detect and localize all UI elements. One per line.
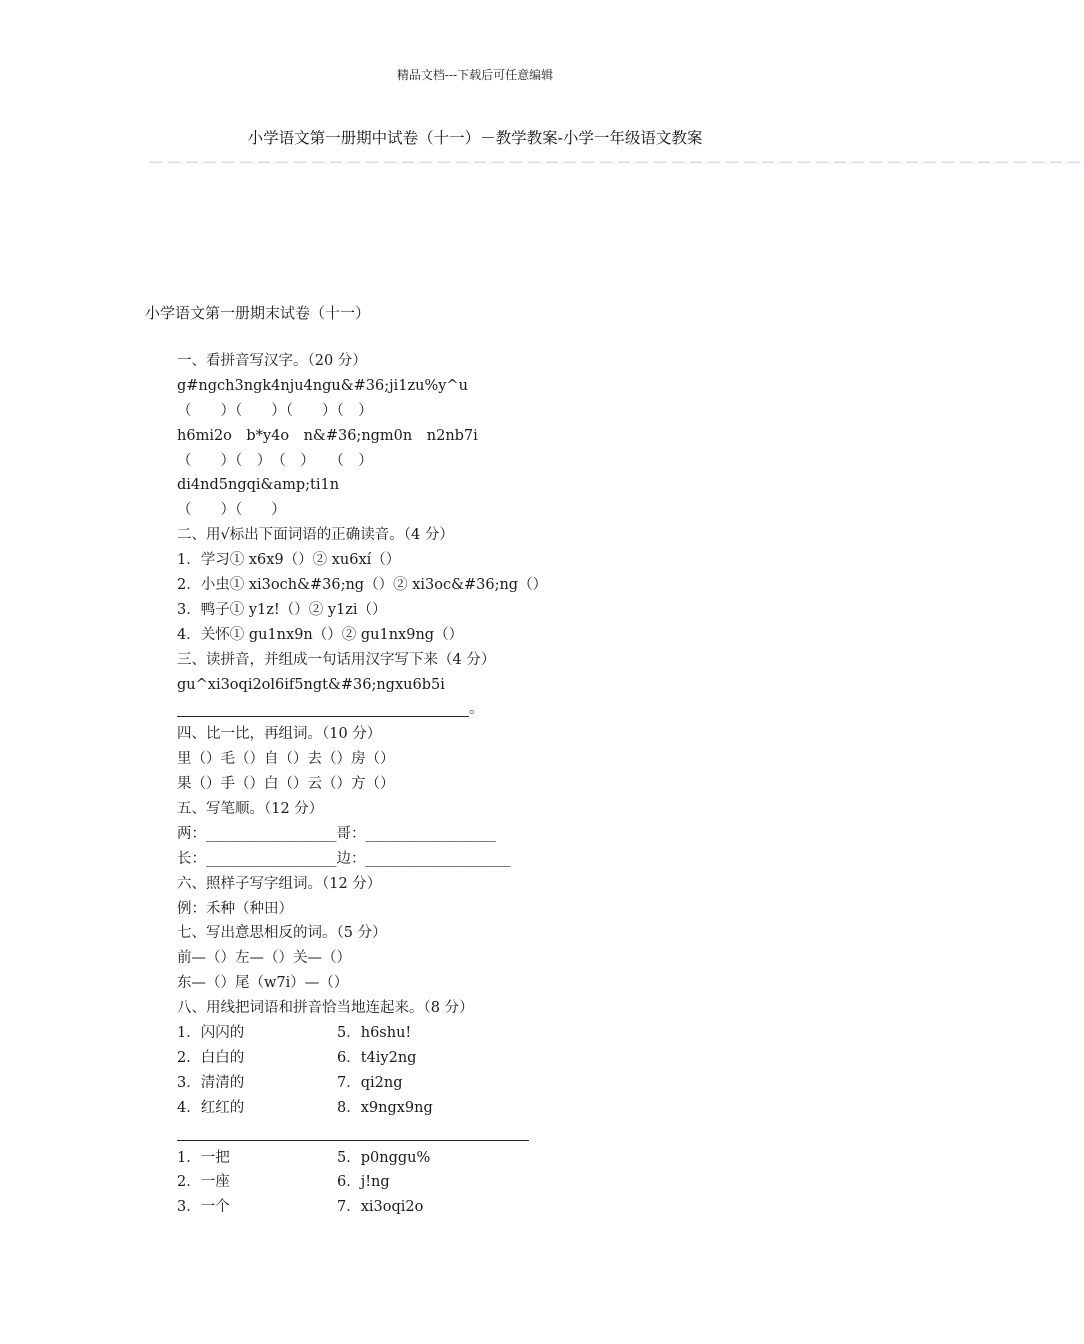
compare-row: 里（）毛（）自（）去（）房（） (177, 751, 395, 768)
match-pinyin: 6．t4iy2ng (337, 1049, 417, 1066)
divider-line (177, 1121, 877, 1146)
stroke-order-row: 长：__________________边：____________________ (177, 850, 511, 867)
match-word: 1．一把 (177, 1149, 230, 1166)
example-line: 例：禾种（种田） (177, 900, 293, 917)
match-pinyin: 7．qi2ng (337, 1074, 403, 1091)
answer-blank (177, 697, 877, 722)
match-row (177, 1071, 877, 1096)
antonym-row: 前—（）左—（）关—（） (177, 950, 351, 967)
match-group-1 (177, 1021, 877, 1121)
match-pinyin: 6．j!ng (337, 1174, 390, 1191)
question-item: 1．学习① x6x9（）② xu6xí（） (177, 552, 401, 569)
answer-parentheses: （ ）（ ） (177, 502, 286, 519)
question-item: 2．小虫① xi3och&#36;ng（）② xi3oc&#36;ng（） (177, 577, 548, 594)
match-word: 2．白白的 (177, 1049, 245, 1066)
compare-row: 果（）手（）白（）云（）方（） (177, 776, 395, 793)
pinyin-line: gu^xi3oqi2ol6if5ngt&#36;ngxu6b5i (177, 676, 445, 693)
section-3-heading: 三、读拼音，并组成一句话用汉字写下来（4 分） (177, 651, 496, 668)
match-pinyin: 8．x9ngx9ng (337, 1099, 433, 1116)
match-row (177, 1195, 877, 1220)
header-note: 精品文档---下载后可任意编辑 (396, 68, 554, 82)
exam-content (177, 349, 877, 1220)
match-row (177, 1096, 877, 1121)
dashed-separator: －－－－－－－－－－－－－－－－－－－－－－－－－－－－－－－－－－－－－－－－－－－－－－－－－－－－ (148, 153, 1084, 172)
exam-title: 小学语文第一册期末试卷（十一） (145, 304, 371, 322)
section-1-heading: 一、看拼音写汉字。（20 分） (177, 353, 367, 369)
match-pinyin: 5．h6shu! (337, 1025, 412, 1042)
document-title: 小学语文第一册期中试卷（十一）－教学教案-小学一年级语文教案 (247, 129, 703, 147)
match-word: 3．一个 (177, 1199, 230, 1216)
section-8-heading: 八、用线把词语和拼音恰当地连起来。（8 分） (177, 1000, 474, 1017)
match-word: 2．一座 (177, 1174, 230, 1191)
question-item: 3．鸭子① y1z!（）② y1zi（） (177, 601, 387, 618)
match-row (177, 1046, 877, 1071)
match-row (177, 1146, 877, 1171)
match-word: 4．红红的 (177, 1099, 245, 1116)
match-row (177, 1170, 877, 1195)
match-row (177, 1021, 877, 1046)
section-7-heading: 七、写出意思相反的词。（5 分） (177, 925, 387, 942)
pinyin-line: di4nd5ngqi&amp;ti1n (177, 477, 340, 494)
match-word: 1．闪闪的 (177, 1025, 245, 1042)
section-4-heading: 四、比一比，再组词。（10 分） (177, 726, 382, 743)
match-pinyin: 5．p0nggu% (337, 1149, 431, 1166)
blank-end-mark: 。 (469, 701, 484, 718)
match-group-2 (177, 1146, 877, 1221)
pinyin-line: g#ngch3ngk4nju4ngu&#36;ji1zu%y^u (177, 377, 468, 394)
match-word: 3．清清的 (177, 1074, 245, 1091)
question-item: 4．关怀① gu1nx9n（）② gu1nx9ng（） (177, 626, 464, 643)
section-5-heading: 五、写笔顺。（12 分） (177, 801, 324, 818)
section-6-heading: 六、照样子写字组词。（12 分） (177, 875, 382, 892)
stroke-order-row: 两：__________________哥：__________________ (177, 825, 496, 842)
pinyin-line: h6mi2o b*y4o n&#36;ngm0n n2nb7i (177, 427, 478, 444)
answer-parentheses: （ ）（ ） （ ） （ ） (177, 452, 373, 469)
answer-parentheses: （ ）（ ）（ ）（ ） (177, 402, 373, 419)
section-2-heading: 二、用√标出下面词语的正确读音。（4 分） (177, 527, 454, 544)
antonym-row: 东—（）尾（w7i）—（） (177, 975, 349, 992)
match-pinyin: 7．xi3oqi2o (337, 1199, 424, 1216)
